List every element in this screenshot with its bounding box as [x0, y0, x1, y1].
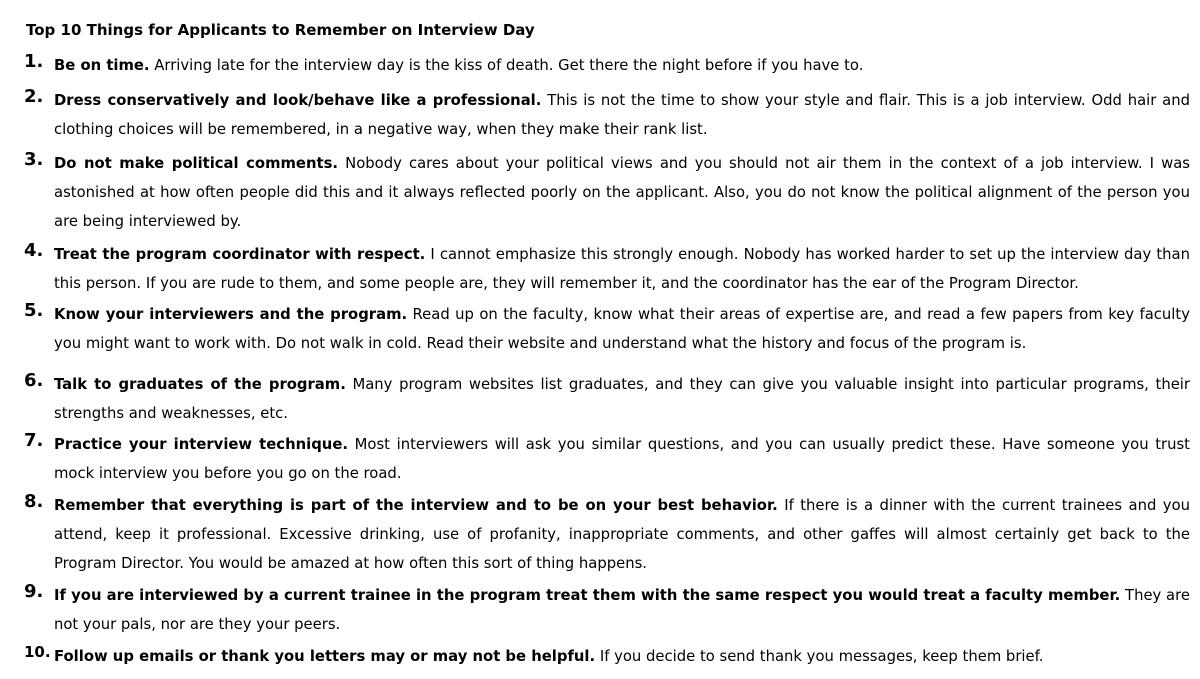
- item-heading: Treat the program coordinator with respect.: [54, 246, 426, 263]
- item-body: Most interviewers will ask you similar questions, and you can usually predict these. Have someone you trust mock interview you before you go on the road.: [54, 436, 1190, 482]
- item-heading: Remember that everything is part of the interview and to be on your best behavior.: [54, 497, 778, 514]
- item-body: If you decide to send thank you messages, keep them brief.: [599, 648, 1044, 665]
- item-heading: Talk to graduates of the program.: [54, 376, 346, 393]
- item-number: 4.: [24, 240, 44, 261]
- item-text: [54, 149, 1190, 236]
- item-body: Nobody cares about your political views and you should not air them in the context of a job interview. I was astonished at how often people did this and it always reflected poorly on the applicant. Also, you do not know the political alignment of the person you are being interviewed by.: [54, 155, 1190, 230]
- item-heading: Practice your interview technique.: [54, 436, 348, 453]
- item-heading: Know your interviewers and the program.: [54, 306, 408, 323]
- item-number: 8.: [24, 491, 44, 512]
- item-heading: Do not make political comments.: [54, 155, 339, 172]
- item-body: If there is a dinner with the current trainees and you attend, keep it professional. Excessive drinking, use of profanity, inappropriate comments, and other gaffes will almost certainly get back to the Program Director. You would be amazed at how often this sort of thing happens.: [54, 497, 1190, 572]
- item-text: [54, 370, 1190, 428]
- item-text: [54, 430, 1190, 488]
- item-body: They are not your pals, nor are they your peers.: [54, 587, 1190, 633]
- item-number: 6.: [24, 370, 44, 391]
- document-title: Top 10 Things for Applicants to Remember on Interview Day: [26, 21, 535, 39]
- item-body: Read up on the faculty, know what their areas of expertise are, and read a few papers from key faculty you might want to work with. Do not walk in cold. Read their website and understand what the history and focus of the program is.: [54, 306, 1190, 352]
- item-body: This is not the time to show your style and flair. This is a job interview. Odd hair and clothing choices will be remembered, in a negative way, when they make their rank list.: [54, 92, 1190, 138]
- item-text: [54, 240, 1190, 298]
- item-heading: Dress conservatively and look/behave like a professional.: [54, 92, 542, 109]
- item-text: [54, 491, 1190, 578]
- item-number: 10.: [24, 643, 51, 661]
- item-body: Many program websites list graduates, and they can give you valuable insight into particular programs, their strengths and weaknesses, etc.: [54, 376, 1190, 422]
- item-heading: If you are interviewed by a current trainee in the program treat them with the same respect you would treat a faculty member.: [54, 587, 1121, 604]
- item-body: I cannot emphasize this strongly enough. Nobody has worked harder to set up the interview day than this person. If you are rude to them, and some people are, they will remember it, and the coordinator has the ear of the Program Director.: [54, 246, 1190, 292]
- item-text: [54, 642, 1190, 671]
- item-text: [54, 86, 1190, 144]
- item-body: Arriving late for the interview day is the kiss of death. Get there the night before if you have to.: [154, 57, 864, 74]
- item-heading: Be on time.: [54, 57, 150, 74]
- item-number: 9.: [24, 581, 44, 602]
- item-number: 1.: [24, 51, 44, 72]
- item-text: [54, 300, 1190, 358]
- item-number: 5.: [24, 300, 44, 321]
- item-number: 3.: [24, 149, 44, 170]
- item-text: [54, 581, 1190, 639]
- item-heading: Follow up emails or thank you letters may or may not be helpful.: [54, 648, 596, 665]
- item-number: 2.: [24, 86, 44, 107]
- item-text: [54, 51, 1190, 80]
- item-number: 7.: [24, 430, 44, 451]
